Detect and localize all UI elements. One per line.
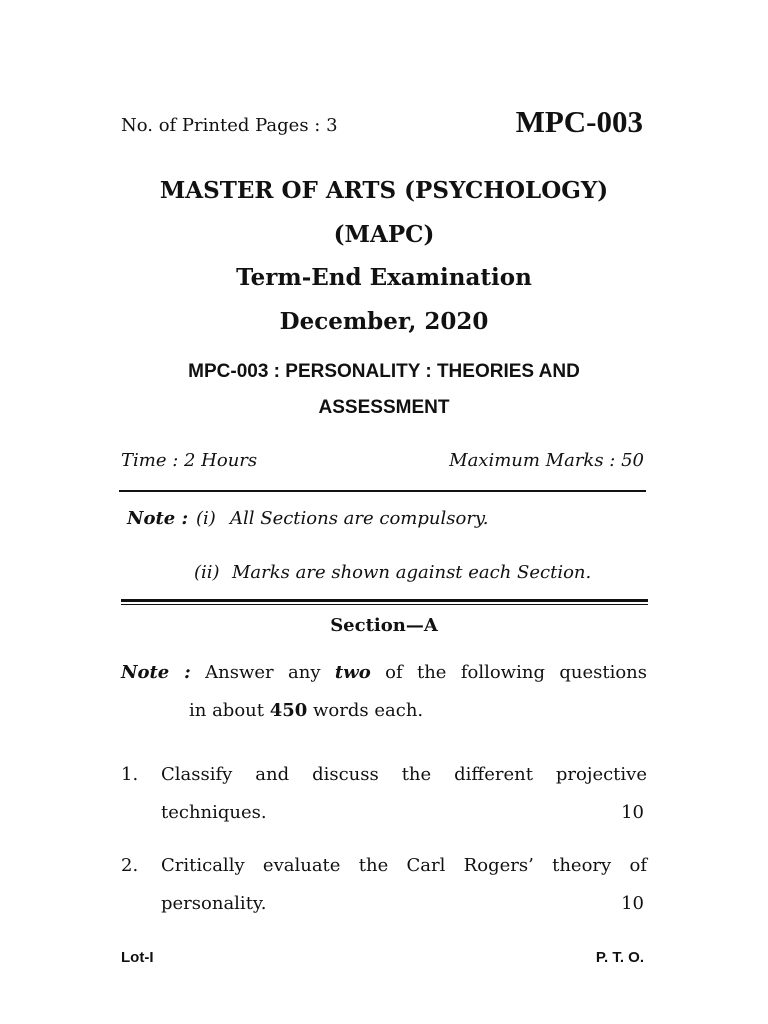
question-marks: 10 xyxy=(621,802,644,823)
exam-time: Time : 2 Hours xyxy=(121,450,258,471)
note-item2: Marks are shown against each Section. xyxy=(232,562,592,583)
max-marks: Maximum Marks : 50 xyxy=(449,450,644,471)
subject-title-line1: MPC-003 : PERSONALITY : THEORIES AND xyxy=(188,361,580,382)
section-note-label: Note : xyxy=(121,662,191,683)
course-code: MPC-003 xyxy=(515,104,643,139)
question-marks: 10 xyxy=(621,893,644,914)
section-note-word-count: 450 xyxy=(269,700,308,721)
section-note-line2 xyxy=(189,700,423,721)
footer-lot: Lot-I xyxy=(121,949,154,966)
question-text: Classify and discuss the different projective xyxy=(161,764,647,785)
question-number: 1. xyxy=(121,764,139,785)
section-heading: Section—A xyxy=(330,615,438,636)
section-note-text-c: in about xyxy=(189,700,270,721)
subject-title-line2: ASSESSMENT xyxy=(318,397,450,418)
section-note-text-d: words each. xyxy=(307,700,424,721)
degree-title: MASTER OF ARTS (PSYCHOLOGY) xyxy=(159,177,609,204)
note-item1-number: (i) xyxy=(196,508,216,529)
exam-date: December, 2020 xyxy=(279,308,489,335)
note-item2-number: (ii) xyxy=(194,562,220,583)
double-rule-top xyxy=(121,599,648,602)
section-note xyxy=(121,662,647,683)
programme-code: (MAPC) xyxy=(333,221,435,248)
section-note-text-a: Answer any xyxy=(190,662,335,683)
exam-name: Term-End Examination xyxy=(236,264,532,291)
note-item1: All Sections are compulsory. xyxy=(230,508,489,529)
double-rule-bottom xyxy=(121,604,648,605)
section-note-text-b: of the following questions xyxy=(370,662,647,683)
printed-pages: No. of Printed Pages : 3 xyxy=(121,115,338,136)
question-number: 2. xyxy=(121,855,139,876)
footer-pto: P. T. O. xyxy=(595,949,644,966)
question-text: Critically evaluate the Carl Rogers’ theory of xyxy=(161,855,647,876)
divider-rule xyxy=(119,490,646,492)
question-text-cont: techniques. xyxy=(161,802,267,823)
question-text-cont: personality. xyxy=(161,893,267,914)
section-note-emphasis: two xyxy=(334,662,371,683)
note-label: Note : xyxy=(127,508,189,529)
